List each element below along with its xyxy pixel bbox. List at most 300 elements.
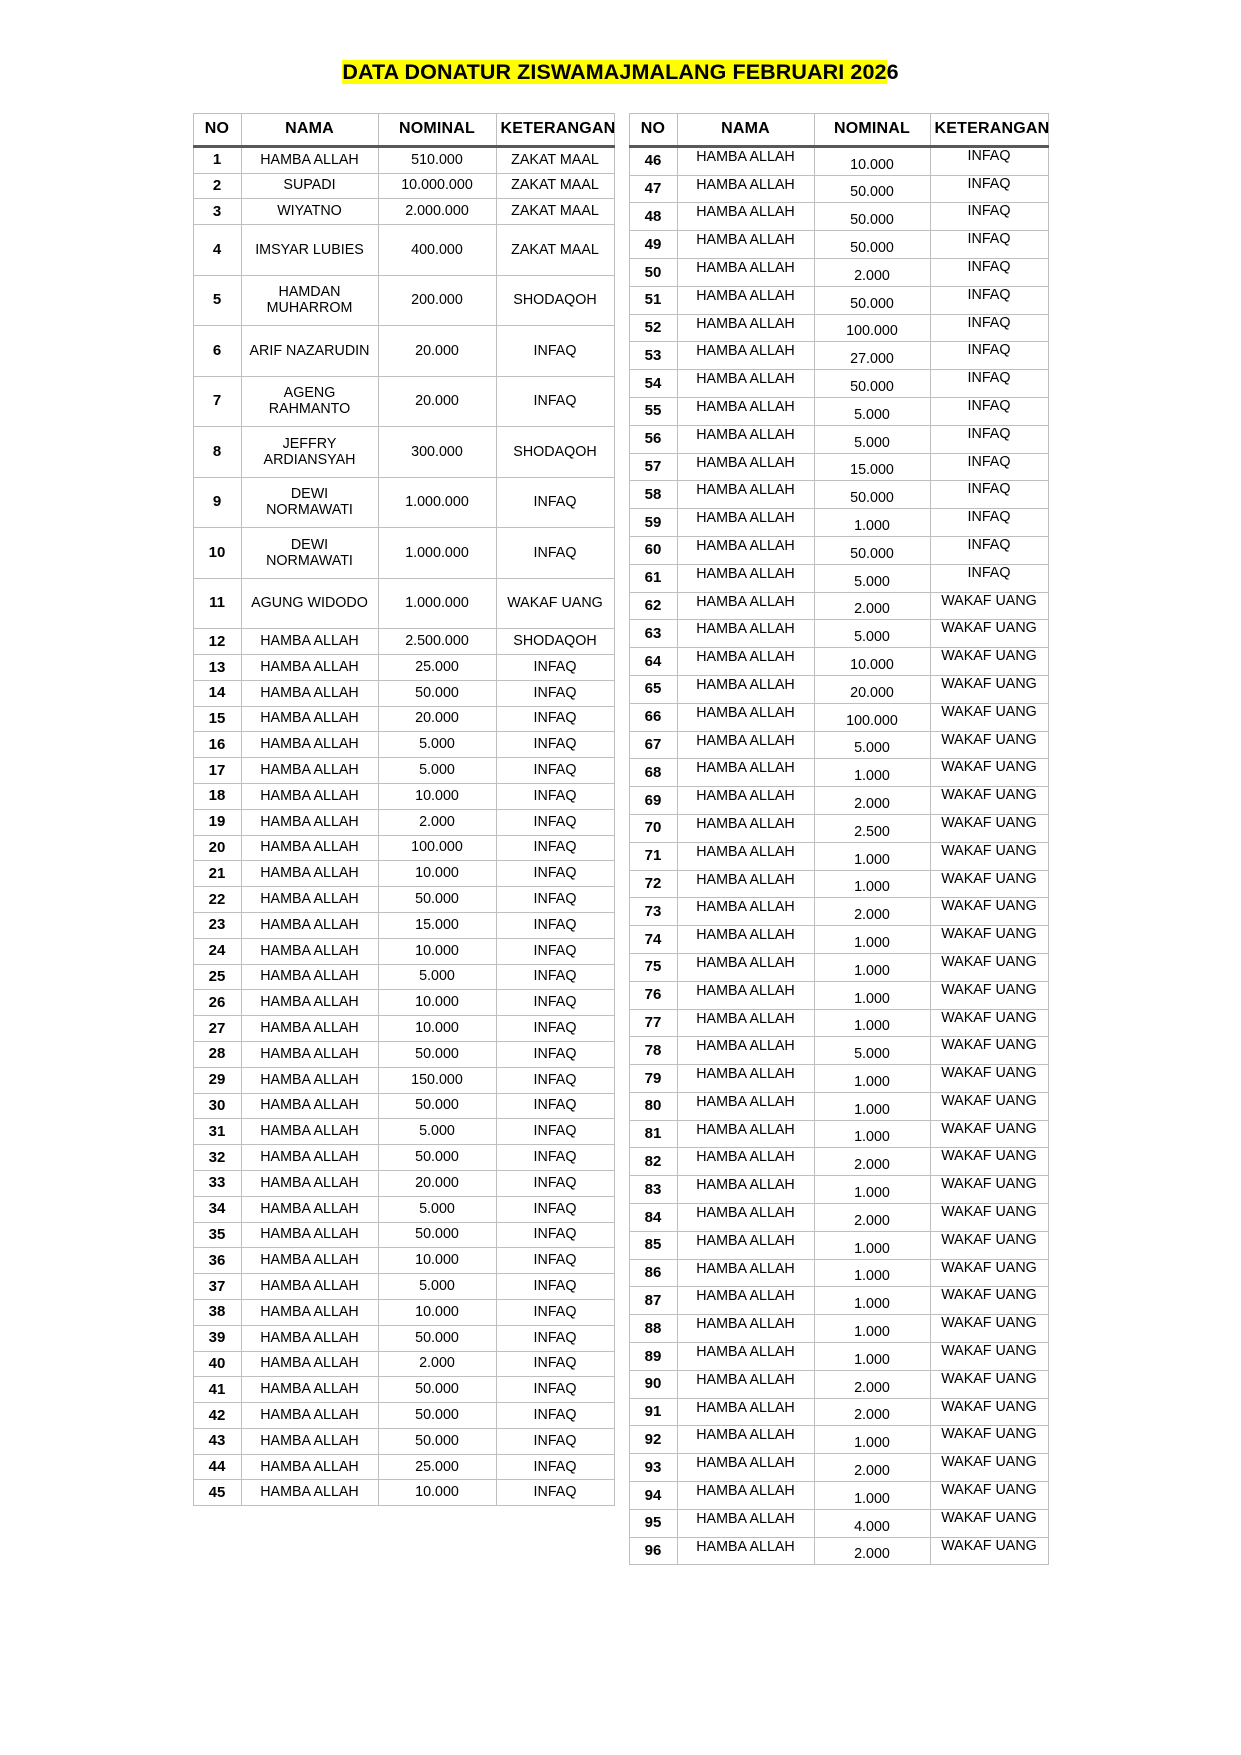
cell-nama: IMSYAR LUBIES — [241, 225, 378, 276]
cell-nominal: 20.000 — [378, 376, 496, 427]
cell-no: 38 — [193, 1299, 241, 1325]
cell-no: 5 — [193, 275, 241, 326]
cell-nama: HAMBA ALLAH — [241, 758, 378, 784]
cell-nominal: 50.000 — [378, 1093, 496, 1119]
cell-keterangan: INFAQ — [930, 509, 1048, 537]
cell-no: 9 — [193, 477, 241, 528]
cell-no: 77 — [629, 1009, 677, 1037]
cell-keterangan: INFAQ — [930, 231, 1048, 259]
cell-no: 28 — [193, 1041, 241, 1067]
cell-nominal: 10.000 — [814, 648, 930, 676]
cell-nama: HAMBA ALLAH — [677, 1315, 814, 1343]
header-row — [193, 113, 614, 146]
cell-nama: AGUNG WIDODO — [241, 578, 378, 629]
cell-nama: HAMBA ALLAH — [241, 654, 378, 680]
table-row — [629, 453, 1048, 481]
cell-no: 96 — [629, 1537, 677, 1565]
cell-nama: HAMBA ALLAH — [677, 898, 814, 926]
cell-nama: HAMBA ALLAH — [241, 1067, 378, 1093]
cell-nama: HAMBA ALLAH — [677, 1343, 814, 1371]
cell-nama: HAMBA ALLAH — [677, 1370, 814, 1398]
cell-keterangan: INFAQ — [496, 376, 614, 427]
table-row — [193, 1377, 614, 1403]
cell-nominal: 50.000 — [378, 887, 496, 913]
cell-no: 78 — [629, 1037, 677, 1065]
cell-no: 58 — [629, 481, 677, 509]
table-row — [193, 1403, 614, 1429]
cell-nama: HAMBA ALLAH — [241, 1248, 378, 1274]
cell-keterangan: WAKAF UANG — [930, 1509, 1048, 1537]
cell-nominal: 50.000 — [378, 1403, 496, 1429]
cell-nominal: 50.000 — [814, 203, 930, 231]
table-row — [193, 1041, 614, 1067]
page-title — [342, 60, 898, 86]
cell-nominal: 1.000 — [814, 981, 930, 1009]
cell-no: 51 — [629, 286, 677, 314]
cell-keterangan: INFAQ — [930, 286, 1048, 314]
cell-no: 92 — [629, 1426, 677, 1454]
cell-nama: HAMBA ALLAH — [677, 425, 814, 453]
cell-nama: HAMBA ALLAH — [677, 787, 814, 815]
cell-keterangan: WAKAF UANG — [930, 787, 1048, 815]
cell-keterangan: WAKAF UANG — [930, 648, 1048, 676]
cell-keterangan: INFAQ — [496, 783, 614, 809]
cell-nama: HAMDAN MUHARROM — [241, 275, 378, 326]
cell-nominal: 2.000 — [814, 787, 930, 815]
table-row — [629, 146, 1048, 175]
cell-keterangan: INFAQ — [496, 654, 614, 680]
table-row — [629, 592, 1048, 620]
cell-no: 36 — [193, 1248, 241, 1274]
cell-nominal: 1.000 — [814, 1120, 930, 1148]
table-row — [193, 990, 614, 1016]
cell-keterangan: WAKAF UANG — [930, 1287, 1048, 1315]
cell-nominal: 50.000 — [378, 1325, 496, 1351]
cell-nama: HAMBA ALLAH — [677, 1037, 814, 1065]
cell-nominal: 1.000 — [814, 953, 930, 981]
cell-nama: HAMBA ALLAH — [677, 1065, 814, 1093]
cell-no: 64 — [629, 648, 677, 676]
cell-no: 14 — [193, 680, 241, 706]
cell-no: 61 — [629, 564, 677, 592]
table-row — [629, 1009, 1048, 1037]
cell-keterangan: SHODAQOH — [496, 427, 614, 478]
cell-nominal: 10.000 — [378, 990, 496, 1016]
cell-nama: HAMBA ALLAH — [677, 231, 814, 259]
cell-keterangan: WAKAF UANG — [930, 1009, 1048, 1037]
cell-nominal: 50.000 — [378, 680, 496, 706]
cell-nama: HAMBA ALLAH — [677, 203, 814, 231]
cell-keterangan: INFAQ — [930, 370, 1048, 398]
cell-nama: HAMBA ALLAH — [677, 926, 814, 954]
cell-no: 54 — [629, 370, 677, 398]
column-header-nominal: NOMINAL — [814, 113, 930, 146]
cell-no: 48 — [629, 203, 677, 231]
cell-nominal: 20.000 — [814, 675, 930, 703]
cell-keterangan: INFAQ — [496, 938, 614, 964]
cell-keterangan: INFAQ — [496, 1041, 614, 1067]
cell-keterangan: INFAQ — [496, 1377, 614, 1403]
cell-nominal: 10.000.000 — [378, 173, 496, 199]
cell-nominal: 50.000 — [814, 481, 930, 509]
cell-nominal: 5.000 — [814, 731, 930, 759]
cell-nominal: 1.000.000 — [378, 528, 496, 579]
table-row — [629, 648, 1048, 676]
table-row — [629, 898, 1048, 926]
cell-no: 25 — [193, 964, 241, 990]
cell-no: 34 — [193, 1196, 241, 1222]
cell-no: 19 — [193, 809, 241, 835]
cell-nominal: 1.000 — [814, 1176, 930, 1204]
column-header-keterangan: KETERANGAN — [496, 113, 614, 146]
table-row — [629, 175, 1048, 203]
table-row — [629, 953, 1048, 981]
cell-nama: HAMBA ALLAH — [677, 1426, 814, 1454]
cell-nominal: 1.000 — [814, 1009, 930, 1037]
cell-no: 85 — [629, 1231, 677, 1259]
cell-keterangan: WAKAF UANG — [930, 1176, 1048, 1204]
cell-no: 50 — [629, 258, 677, 286]
cell-no: 76 — [629, 981, 677, 1009]
table-row — [193, 225, 614, 276]
cell-no: 63 — [629, 620, 677, 648]
table-row — [629, 1343, 1048, 1371]
table-row — [629, 1259, 1048, 1287]
cell-nominal: 5.000 — [814, 425, 930, 453]
cell-keterangan: INFAQ — [496, 1299, 614, 1325]
cell-nama: AGENG RAHMANTO — [241, 376, 378, 427]
cell-keterangan: INFAQ — [930, 146, 1048, 175]
table-row — [193, 1351, 614, 1377]
cell-nominal: 2.000 — [814, 1398, 930, 1426]
cell-nama: HAMBA ALLAH — [677, 1398, 814, 1426]
cell-nominal: 10.000 — [378, 861, 496, 887]
cell-nominal: 5.000 — [814, 397, 930, 425]
cell-nama: HAMBA ALLAH — [241, 912, 378, 938]
cell-keterangan: INFAQ — [930, 453, 1048, 481]
table-row — [629, 1482, 1048, 1510]
table-row — [629, 703, 1048, 731]
table-row — [193, 1454, 614, 1480]
cell-nama: HAMBA ALLAH — [241, 1041, 378, 1067]
cell-nominal: 400.000 — [378, 225, 496, 276]
cell-keterangan: INFAQ — [930, 314, 1048, 342]
cell-no: 95 — [629, 1509, 677, 1537]
table-row — [629, 370, 1048, 398]
cell-nominal: 10.000 — [378, 1016, 496, 1042]
cell-keterangan: INFAQ — [496, 758, 614, 784]
cell-nama: HAMBA ALLAH — [677, 675, 814, 703]
cell-no: 93 — [629, 1454, 677, 1482]
cell-no: 94 — [629, 1482, 677, 1510]
table-row — [193, 578, 614, 629]
table-row — [629, 842, 1048, 870]
cell-nominal: 5.000 — [378, 964, 496, 990]
table-row — [193, 887, 614, 913]
cell-no: 46 — [629, 146, 677, 175]
cell-keterangan: SHODAQOH — [496, 275, 614, 326]
cell-nominal: 5.000 — [378, 1196, 496, 1222]
table-row — [629, 1231, 1048, 1259]
table-row — [629, 1176, 1048, 1204]
cell-nama: HAMBA ALLAH — [677, 981, 814, 1009]
table-row — [193, 912, 614, 938]
table-row — [193, 1248, 614, 1274]
cell-no: 59 — [629, 509, 677, 537]
cell-nama: HAMBA ALLAH — [241, 783, 378, 809]
cell-nominal: 10.000 — [378, 783, 496, 809]
table-row — [629, 926, 1048, 954]
cell-nama: HAMBA ALLAH — [677, 175, 814, 203]
cell-nama: HAMBA ALLAH — [677, 286, 814, 314]
cell-nominal: 50.000 — [378, 1041, 496, 1067]
cell-nama: HAMBA ALLAH — [241, 1428, 378, 1454]
cell-no: 55 — [629, 397, 677, 425]
cell-no: 71 — [629, 842, 677, 870]
cell-keterangan: WAKAF UANG — [930, 1204, 1048, 1232]
cell-nama: HAMBA ALLAH — [677, 759, 814, 787]
cell-keterangan: ZAKAT MAAL — [496, 173, 614, 199]
table-row — [629, 536, 1048, 564]
cell-nama: ARIF NAZARUDIN — [241, 326, 378, 377]
cell-no: 56 — [629, 425, 677, 453]
cell-nama: HAMBA ALLAH — [677, 1287, 814, 1315]
table-row — [193, 1016, 614, 1042]
document-title-container — [0, 0, 1241, 86]
cell-keterangan: WAKAF UANG — [930, 953, 1048, 981]
cell-nama: HAMBA ALLAH — [677, 1537, 814, 1565]
cell-no: 70 — [629, 814, 677, 842]
table-row — [629, 425, 1048, 453]
cell-keterangan: WAKAF UANG — [930, 1120, 1048, 1148]
cell-keterangan: WAKAF UANG — [930, 842, 1048, 870]
cell-nama: HAMBA ALLAH — [677, 481, 814, 509]
cell-nama: HAMBA ALLAH — [241, 1196, 378, 1222]
cell-nominal: 2.000 — [814, 1537, 930, 1565]
cell-nominal: 2.000.000 — [378, 199, 496, 225]
cell-keterangan: INFAQ — [496, 1067, 614, 1093]
cell-nominal: 510.000 — [378, 146, 496, 173]
cell-keterangan: INFAQ — [496, 1248, 614, 1274]
cell-nama: HAMBA ALLAH — [241, 835, 378, 861]
cell-nama: HAMBA ALLAH — [241, 1274, 378, 1300]
cell-no: 91 — [629, 1398, 677, 1426]
table-row — [629, 1454, 1048, 1482]
table-row — [193, 758, 614, 784]
cell-nominal: 20.000 — [378, 706, 496, 732]
cell-no: 65 — [629, 675, 677, 703]
table-row — [629, 759, 1048, 787]
table-row — [193, 835, 614, 861]
cell-keterangan: INFAQ — [496, 1196, 614, 1222]
cell-nama: HAMBA ALLAH — [677, 1509, 814, 1537]
cell-nominal: 2.500 — [814, 814, 930, 842]
cell-nama: HAMBA ALLAH — [677, 509, 814, 537]
cell-nominal: 4.000 — [814, 1509, 930, 1537]
cell-nominal: 50.000 — [378, 1222, 496, 1248]
cell-nama: HAMBA ALLAH — [677, 1482, 814, 1510]
cell-keterangan: WAKAF UANG — [930, 926, 1048, 954]
table-row — [629, 870, 1048, 898]
cell-keterangan: WAKAF UANG — [930, 1370, 1048, 1398]
cell-nominal: 1.000 — [814, 1092, 930, 1120]
cell-nama: HAMBA ALLAH — [241, 1325, 378, 1351]
cell-keterangan: WAKAF UANG — [930, 981, 1048, 1009]
cell-no: 35 — [193, 1222, 241, 1248]
cell-no: 60 — [629, 536, 677, 564]
cell-keterangan: WAKAF UANG — [930, 898, 1048, 926]
cell-no: 86 — [629, 1259, 677, 1287]
table-row — [193, 1093, 614, 1119]
cell-keterangan: INFAQ — [496, 477, 614, 528]
table-row — [193, 861, 614, 887]
page-title-highlighted-text: DATA DONATUR ZISWAMAJMALANG FEBRUARI 202 — [342, 60, 887, 84]
cell-nominal: 2.500.000 — [378, 629, 496, 655]
cell-nama: HAMBA ALLAH — [677, 1148, 814, 1176]
cell-keterangan: WAKAF UANG — [930, 675, 1048, 703]
table-row — [629, 203, 1048, 231]
cell-keterangan: INFAQ — [496, 912, 614, 938]
header-row — [629, 113, 1048, 146]
cell-nominal: 2.000 — [814, 592, 930, 620]
cell-keterangan: INFAQ — [496, 1145, 614, 1171]
cell-keterangan: INFAQ — [930, 425, 1048, 453]
cell-keterangan: SHODAQOH — [496, 629, 614, 655]
cell-keterangan: ZAKAT MAAL — [496, 225, 614, 276]
cell-keterangan: INFAQ — [496, 1016, 614, 1042]
cell-nama: HAMBA ALLAH — [677, 1092, 814, 1120]
cell-nama: HAMBA ALLAH — [241, 1480, 378, 1506]
cell-nominal: 5.000 — [378, 732, 496, 758]
cell-nominal: 1.000.000 — [378, 477, 496, 528]
cell-no: 26 — [193, 990, 241, 1016]
table-row — [629, 286, 1048, 314]
cell-nama: HAMBA ALLAH — [677, 314, 814, 342]
cell-nama: HAMBA ALLAH — [677, 703, 814, 731]
cell-no: 3 — [193, 199, 241, 225]
cell-nama: HAMBA ALLAH — [241, 1093, 378, 1119]
cell-keterangan: WAKAF UANG — [930, 1426, 1048, 1454]
cell-nama: HAMBA ALLAH — [677, 592, 814, 620]
cell-nominal: 10.000 — [378, 1480, 496, 1506]
cell-nominal: 1.000 — [814, 1231, 930, 1259]
cell-nominal: 15.000 — [378, 912, 496, 938]
table-row — [193, 146, 614, 173]
cell-keterangan: ZAKAT MAAL — [496, 146, 614, 173]
cell-keterangan: WAKAF UANG — [930, 1065, 1048, 1093]
cell-nominal: 5.000 — [814, 620, 930, 648]
cell-no: 83 — [629, 1176, 677, 1204]
cell-no: 42 — [193, 1403, 241, 1429]
cell-nama: HAMBA ALLAH — [677, 258, 814, 286]
cell-nominal: 2.000 — [814, 1454, 930, 1482]
cell-keterangan: WAKAF UANG — [930, 1537, 1048, 1565]
table-row — [629, 509, 1048, 537]
cell-keterangan: INFAQ — [496, 990, 614, 1016]
cell-nama: HAMBA ALLAH — [677, 620, 814, 648]
cell-keterangan: WAKAF UANG — [930, 731, 1048, 759]
cell-nominal: 50.000 — [814, 286, 930, 314]
cell-nama: HAMBA ALLAH — [241, 1454, 378, 1480]
cell-no: 31 — [193, 1119, 241, 1145]
cell-nominal: 1.000 — [814, 1343, 930, 1371]
cell-nominal: 27.000 — [814, 342, 930, 370]
table-row — [193, 654, 614, 680]
cell-nama: HAMBA ALLAH — [677, 731, 814, 759]
cell-keterangan: INFAQ — [930, 203, 1048, 231]
cell-nominal: 2.000 — [378, 1351, 496, 1377]
cell-no: 13 — [193, 654, 241, 680]
cell-nama: HAMBA ALLAH — [677, 842, 814, 870]
cell-nama: HAMBA ALLAH — [241, 1119, 378, 1145]
page-title-tail-text: 6 — [886, 60, 899, 84]
cell-nominal: 5.000 — [378, 1119, 496, 1145]
cell-nama: HAMBA ALLAH — [241, 1403, 378, 1429]
cell-keterangan: INFAQ — [930, 564, 1048, 592]
cell-nama: HAMBA ALLAH — [241, 1299, 378, 1325]
table-row — [629, 620, 1048, 648]
cell-keterangan: INFAQ — [496, 706, 614, 732]
cell-nominal: 150.000 — [378, 1067, 496, 1093]
cell-nominal: 1.000 — [814, 1287, 930, 1315]
cell-no: 45 — [193, 1480, 241, 1506]
table-body-right — [629, 146, 1048, 1565]
table-row — [193, 964, 614, 990]
cell-no: 49 — [629, 231, 677, 259]
cell-nominal: 10.000 — [378, 1299, 496, 1325]
cell-nama: HAMBA ALLAH — [241, 1016, 378, 1042]
cell-nominal: 10.000 — [378, 938, 496, 964]
cell-keterangan: WAKAF UANG — [930, 1315, 1048, 1343]
cell-keterangan: INFAQ — [496, 1222, 614, 1248]
cell-nama: HAMBA ALLAH — [677, 814, 814, 842]
cell-no: 29 — [193, 1067, 241, 1093]
cell-nama: HAMBA ALLAH — [677, 453, 814, 481]
table-row — [629, 1315, 1048, 1343]
table-row — [629, 1426, 1048, 1454]
table-row — [629, 397, 1048, 425]
cell-nama: HAMBA ALLAH — [241, 732, 378, 758]
cell-no: 72 — [629, 870, 677, 898]
column-header-keterangan: KETERANGAN — [930, 113, 1048, 146]
cell-no: 21 — [193, 861, 241, 887]
cell-keterangan: INFAQ — [496, 1480, 614, 1506]
cell-nama: HAMBA ALLAH — [241, 1222, 378, 1248]
cell-nama: HAMBA ALLAH — [677, 1204, 814, 1232]
cell-no: 37 — [193, 1274, 241, 1300]
table-row — [629, 1509, 1048, 1537]
cell-nama: HAMBA ALLAH — [677, 1176, 814, 1204]
cell-keterangan: INFAQ — [496, 1325, 614, 1351]
cell-nama: HAMBA ALLAH — [677, 1231, 814, 1259]
tables-container — [0, 113, 1241, 1566]
cell-nominal: 300.000 — [378, 427, 496, 478]
cell-nominal: 5.000 — [378, 758, 496, 784]
cell-keterangan: INFAQ — [496, 887, 614, 913]
cell-nominal: 1.000 — [814, 509, 930, 537]
table-row — [629, 1092, 1048, 1120]
cell-nominal: 5.000 — [814, 564, 930, 592]
cell-nominal: 2.000 — [814, 258, 930, 286]
cell-nominal: 200.000 — [378, 275, 496, 326]
cell-no: 18 — [193, 783, 241, 809]
cell-nama: HAMBA ALLAH — [677, 870, 814, 898]
cell-keterangan: WAKAF UANG — [930, 592, 1048, 620]
table-row — [193, 1274, 614, 1300]
cell-nama: HAMBA ALLAH — [677, 1120, 814, 1148]
cell-nama: HAMBA ALLAH — [677, 1259, 814, 1287]
cell-keterangan: INFAQ — [496, 1170, 614, 1196]
